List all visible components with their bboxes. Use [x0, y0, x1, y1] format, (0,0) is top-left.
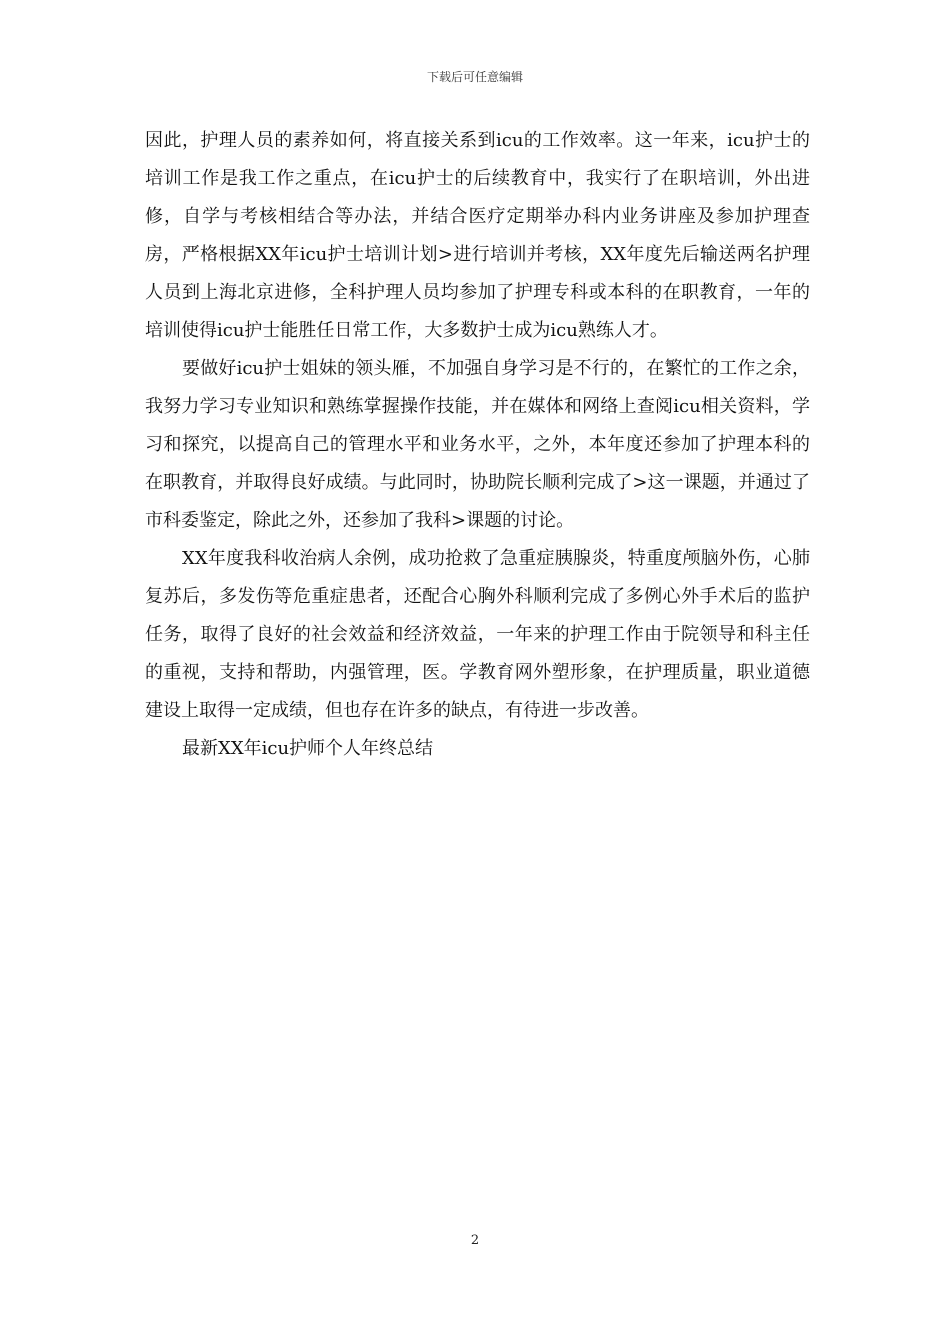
document-title-line: 最新XX年icu护师个人年终总结 [182, 738, 434, 759]
paragraph-training: 因此，护理人员的素养如何，将直接关系到icu的工作效率。这一年来，icu护士的培训工作是我工作之重点，在icu护士的后续教育中，我实行了在职培训，外出进修，自学与考核相结合等办法，并结合医疗定期举办科内业务讲座及参加护理查房，严格根据XX年icu护士培训计划>进行培训并考核，XX年度先后输送两名护理人员到上海北京进修，全科护理人员均参加了护理专科或本科的在职教育，一年的培训使得icu护士能胜任日常工作，大多数护士成为icu熟练人才。 [145, 130, 810, 341]
paragraph-annual-results: XX年度我科收治病人余例，成功抢救了急重症胰腺炎，特重度颅脑外伤，心肺复苏后，多发伤等危重症患者，还配合心胸外科顺利完成了多例心外手术后的监护任务，取得了良好的社会效益和经济效益，一年来的护理工作由于院领导和科主任的重视，支持和帮助，内强管理，医。学教育网外塑形象，在护理质量，职业道德建设上取得一定成绩，但也存在许多的缺点，有待进一步改善。 [145, 548, 810, 721]
page-number: 2 [470, 1233, 480, 1248]
paragraph-self-study: 要做好icu护士姐妹的领头雁，不加强自身学习是不行的，在繁忙的工作之余，我努力学习专业知识和熟练掌握操作技能，并在媒体和网络上查阅icu相关资料，学习和探究，以提高自己的管理水平和业务水平，之外，本年度还参加了护理本科的在职教育，并取得良好成绩。与此同时，协助院长顺利完成了>这一课题，并通过了市科委鉴定，除此之外，还参加了我科>课题的讨论。 [145, 358, 810, 531]
document-body [145, 122, 810, 768]
page-header: 下载后可任意编辑 [426, 70, 523, 84]
